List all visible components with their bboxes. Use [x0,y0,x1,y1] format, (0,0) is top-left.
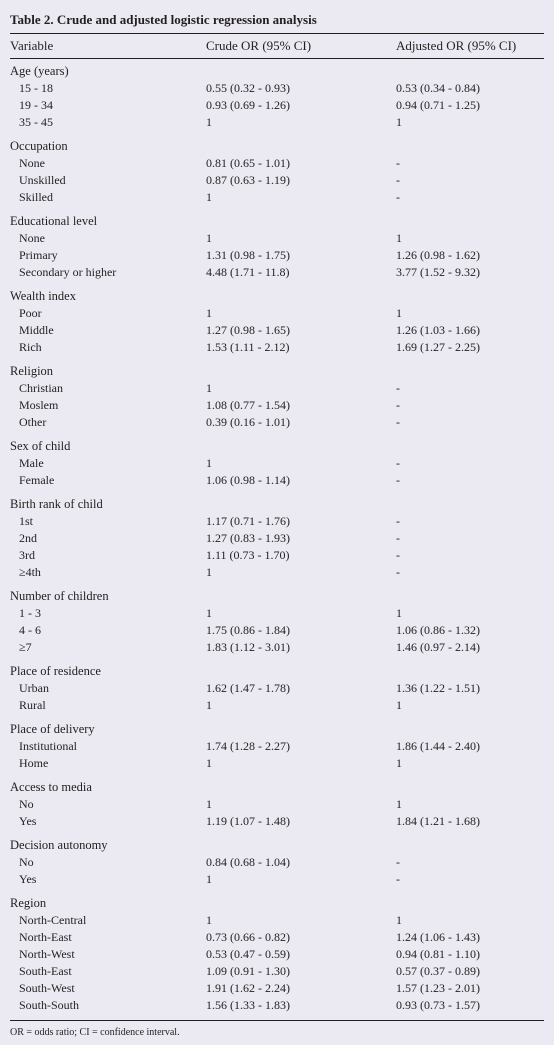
adjusted-or-cell: 1 [396,231,402,245]
crude-or-cell: 1.11 (0.73 - 1.70) [206,548,290,562]
table-row [10,854,544,871]
category-cell: Unskilled [19,173,66,187]
group-label: Sex of child [10,439,71,453]
variable-group [10,288,544,356]
variable-group [10,213,544,281]
group-label: Educational level [10,214,98,228]
adjusted-or-cell: - [396,456,400,470]
crude-or-cell: 1.91 (1.62 - 2.24) [206,981,290,995]
crude-or-cell: 1.17 (0.71 - 1.76) [206,514,290,528]
category-cell: No [19,855,34,869]
crude-or-cell: 1.56 (1.33 - 1.83) [206,998,290,1012]
category-cell: South-South [19,998,80,1012]
crude-or-cell: 1.62 (1.47 - 1.78) [206,681,290,695]
table-row [10,639,544,656]
adjusted-or-cell: 1 [396,306,402,320]
variable-group [10,363,544,431]
table-row [10,472,544,489]
crude-or-cell: 1.53 (1.11 - 2.12) [206,340,290,354]
category-cell: 19 - 34 [19,98,53,112]
group-label: Place of residence [10,664,101,678]
crude-or-cell: 0.39 (0.16 - 1.01) [206,415,290,429]
table-row [10,680,544,697]
crude-or-cell: 0.73 (0.66 - 0.82) [206,930,290,944]
crude-or-cell: 0.87 (0.63 - 1.19) [206,173,290,187]
adjusted-or-cell: 1.46 (0.97 - 2.14) [396,640,480,654]
variable-group [10,63,544,131]
table-row [10,813,544,830]
table-row [10,97,544,114]
category-cell: ≥7 [19,640,32,654]
adjusted-or-cell: 1 [396,756,402,770]
group-label: Religion [10,364,54,378]
adjusted-or-cell: 1.84 (1.21 - 1.68) [396,814,480,828]
group-label: Access to media [10,780,92,794]
crude-or-cell: 1.31 (0.98 - 1.75) [206,248,290,262]
table-row [10,230,544,247]
crude-or-cell: 1.27 (0.83 - 1.93) [206,531,290,545]
table-row [10,189,544,206]
adjusted-or-cell: - [396,514,400,528]
crude-or-cell: 1 [206,698,212,712]
category-cell: South-East [19,964,72,978]
variable-group [10,588,544,656]
adjusted-or-cell: 0.53 (0.34 - 0.84) [396,81,480,95]
adjusted-or-cell: 0.94 (0.71 - 1.25) [396,98,480,112]
category-cell: Rich [19,340,42,354]
category-cell: Primary [19,248,58,262]
adjusted-or-cell: 1.24 (1.06 - 1.43) [396,930,480,944]
category-cell: Female [19,473,55,487]
category-cell: North-West [19,947,75,961]
group-label: Birth rank of child [10,497,103,511]
category-cell: Urban [19,681,49,695]
category-cell: Yes [19,872,37,886]
category-cell: Yes [19,814,37,828]
table-header [10,34,544,58]
group-label: Region [10,896,47,910]
category-cell: South-West [19,981,75,995]
variable-group [10,496,544,581]
table-row [10,80,544,97]
table-row [10,172,544,189]
crude-or-cell: 4.48 (1.71 - 11.8) [206,265,290,279]
table-row [10,513,544,530]
adjusted-or-cell: - [396,156,400,170]
crude-or-cell: 1 [206,913,212,927]
table-row [10,946,544,963]
crude-or-cell: 1.75 (0.86 - 1.84) [206,623,290,637]
table-footnote: OR = odds ratio; CI = confidence interval. [10,1027,180,1038]
adjusted-or-cell: - [396,190,400,204]
category-cell: 4 - 6 [19,623,41,637]
adjusted-or-cell: 1.26 (1.03 - 1.66) [396,323,480,337]
category-cell: 15 - 18 [19,81,53,95]
variable-group [10,837,544,888]
variable-group [10,438,544,489]
adjusted-or-cell: - [396,548,400,562]
table-row [10,397,544,414]
group-label: Age (years) [10,64,69,78]
category-cell: Other [19,415,47,429]
crude-or-cell: 1.27 (0.98 - 1.65) [206,323,290,337]
adjusted-or-cell: 1 [396,606,402,620]
adjusted-or-cell: - [396,855,400,869]
table-row [10,247,544,264]
adjusted-or-cell: 1.26 (0.98 - 1.62) [396,248,480,262]
crude-or-cell: 1 [206,872,212,886]
table-row [10,605,544,622]
category-cell: Poor [19,306,42,320]
category-cell: Home [19,756,49,770]
adjusted-or-cell: 1.57 (1.23 - 2.01) [396,981,480,995]
category-cell: 3rd [19,548,35,562]
crude-or-cell: 1.19 (1.07 - 1.48) [206,814,290,828]
crude-or-cell: 0.93 (0.69 - 1.26) [206,98,290,112]
variable-group [10,779,544,830]
crude-or-cell: 1 [206,231,212,245]
crude-or-cell: 1 [206,756,212,770]
crude-or-cell: 1.83 (1.12 - 3.01) [206,640,290,654]
crude-or-cell: 1 [206,190,212,204]
crude-or-cell: 0.81 (0.65 - 1.01) [206,156,290,170]
adjusted-or-cell: - [396,415,400,429]
table-row [10,414,544,431]
table-row [10,547,544,564]
category-cell: 35 - 45 [19,115,53,129]
group-label: Place of delivery [10,722,95,736]
table-body [10,59,544,1014]
category-cell: Christian [19,381,63,395]
adjusted-or-cell: 1 [396,913,402,927]
adjusted-or-cell: 1 [396,698,402,712]
adjusted-or-cell: 3.77 (1.52 - 9.32) [396,265,480,279]
table-row [10,871,544,888]
table-row [10,155,544,172]
adjusted-or-cell: - [396,173,400,187]
table-row [10,738,544,755]
crude-or-cell: 0.53 (0.47 - 0.59) [206,947,290,961]
table-row [10,564,544,581]
group-label: Wealth index [10,289,76,303]
crude-or-cell: 1 [206,115,212,129]
table-row [10,997,544,1014]
variable-group [10,895,544,1014]
table-row [10,929,544,946]
adjusted-or-cell: - [396,531,400,545]
category-cell: Rural [19,698,46,712]
crude-or-cell: 1 [206,306,212,320]
table-row [10,697,544,714]
group-label: Decision autonomy [10,838,108,852]
crude-or-cell: 1 [206,456,212,470]
table-row [10,755,544,772]
category-cell: Skilled [19,190,54,204]
crude-or-cell: 1 [206,565,212,579]
group-label: Number of children [10,589,109,603]
crude-or-cell: 0.84 (0.68 - 1.04) [206,855,290,869]
category-cell: No [19,797,34,811]
header-adjusted-or: Adjusted OR (95% CI) [396,38,517,53]
crude-or-cell: 1.06 (0.98 - 1.14) [206,473,290,487]
adjusted-or-cell: 0.57 (0.37 - 0.89) [396,964,480,978]
adjusted-or-cell: 1.06 (0.86 - 1.32) [396,623,480,637]
category-cell: 2nd [19,531,37,545]
category-cell: Moslem [19,398,59,412]
adjusted-or-cell: 1.86 (1.44 - 2.40) [396,739,480,753]
category-cell: North-East [19,930,72,944]
adjusted-or-cell: 1.36 (1.22 - 1.51) [396,681,480,695]
adjusted-or-cell: - [396,872,400,886]
table-row [10,380,544,397]
crude-or-cell: 1.09 (0.91 - 1.30) [206,964,290,978]
table-row [10,114,544,131]
category-cell: Institutional [19,739,77,753]
category-cell: ≥4th [19,565,41,579]
variable-group [10,663,544,714]
category-cell: North-Central [19,913,87,927]
table-row [10,305,544,322]
adjusted-or-cell: - [396,398,400,412]
table-row [10,339,544,356]
adjusted-or-cell: - [396,473,400,487]
category-cell: None [19,156,45,170]
table-row [10,980,544,997]
header-variable: Variable [10,38,54,53]
crude-or-cell: 0.55 (0.32 - 0.93) [206,81,290,95]
table-row [10,530,544,547]
crude-or-cell: 1.74 (1.28 - 2.27) [206,739,290,753]
adjusted-or-cell: 0.94 (0.81 - 1.10) [396,947,480,961]
adjusted-or-cell: 1 [396,797,402,811]
variable-group [10,721,544,772]
table-caption: Table 2. Crude and adjusted logistic regression analysis [10,12,317,27]
adjusted-or-cell: 1.69 (1.27 - 2.25) [396,340,480,354]
group-label: Occupation [10,139,68,153]
table-row [10,963,544,980]
adjusted-or-cell: 0.93 (0.73 - 1.57) [396,998,480,1012]
adjusted-or-cell: 1 [396,115,402,129]
table-row [10,322,544,339]
table-row [10,455,544,472]
table-row [10,264,544,281]
category-cell: 1 - 3 [19,606,41,620]
category-cell: Middle [19,323,54,337]
adjusted-or-cell: - [396,565,400,579]
table-row [10,912,544,929]
crude-or-cell: 1 [206,797,212,811]
table-row [10,622,544,639]
category-cell: None [19,231,45,245]
category-cell: Secondary or higher [19,265,117,279]
table-row [10,796,544,813]
crude-or-cell: 1 [206,606,212,620]
crude-or-cell: 1 [206,381,212,395]
category-cell: 1st [19,514,34,528]
crude-or-cell: 1.08 (0.77 - 1.54) [206,398,290,412]
variable-group [10,138,544,206]
category-cell: Male [19,456,44,470]
adjusted-or-cell: - [396,381,400,395]
header-crude-or: Crude OR (95% CI) [206,38,312,53]
